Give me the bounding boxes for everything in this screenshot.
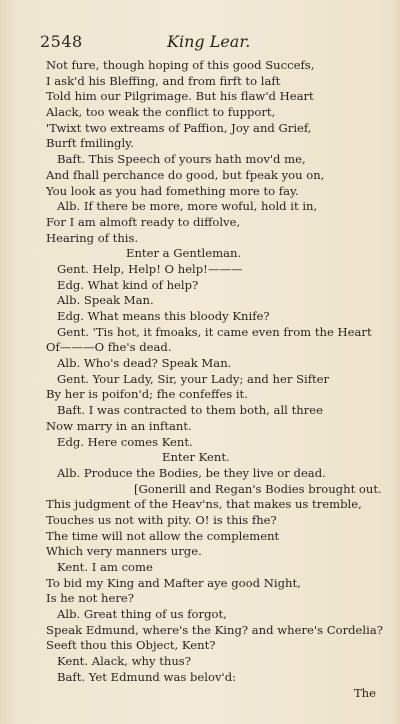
text-line: Alb. Produce the Bodies, be they live or dead.	[57, 465, 326, 480]
text-line: For I am almoft ready to diffolve,	[46, 214, 241, 229]
text-line: Alb. Speak Man.	[57, 293, 154, 308]
text-line: Burft fmilingly.	[46, 136, 134, 151]
text-line: This judgment of the Heav'ns, that makes us tremble,	[46, 497, 362, 512]
running-title: King Lear.	[167, 32, 251, 51]
catchword: The	[353, 686, 376, 700]
text-line: Kent. I am come	[57, 560, 153, 574]
text-line: Baft. This Speech of yours hath mov'd me,	[57, 152, 306, 167]
text-line: I ask'd his Bleffing, and from firft to laft	[46, 73, 281, 88]
page-number: 2548	[40, 32, 83, 51]
text-line: The time will not allow the complement	[46, 528, 280, 543]
text-line: Enter Kent.	[162, 450, 230, 465]
text-line: Alb. If there be more, more woful, hold it in,	[57, 199, 318, 214]
text-line: Is he not here?	[46, 591, 134, 606]
text-line: Edg. What kind of help?	[57, 277, 199, 292]
text-line: Kent. Alack, why thus?	[57, 654, 191, 669]
text-line: Baft. Yet Edmund was belov'd:	[57, 669, 237, 684]
text-line: Speak Edmund, where's the King? and where's Cordelia?	[46, 622, 383, 637]
text-line: Gent. 'Tis hot, it fmoaks, it came even from the Heart	[57, 324, 372, 339]
text-line: Enter a Gentleman.	[126, 246, 242, 261]
text-line: Seeft thou this Object, Kent?	[46, 638, 216, 653]
text-line: Now marry in an inftant.	[46, 418, 192, 433]
text-line: Of———O fhe's dead.	[46, 340, 172, 355]
text-line: Alb. Great thing of us forgot,	[57, 607, 227, 622]
text-line: Not fure, though hoping of this good Succefs,	[46, 58, 315, 72]
text-line: By her is poifon'd; fhe confeffes it.	[46, 387, 248, 402]
text-line: Gent. Your Lady, Sir, your Lady; and her Sifter	[57, 371, 330, 386]
text-line: Touches us not with pity. O! is this fhe?	[46, 512, 277, 527]
text-line: Edg. Here comes Kent.	[57, 434, 193, 449]
text-line: Alb. Who's dead? Speak Man.	[57, 356, 232, 371]
text-line: [Gonerill and Regan's Bodies brought out.	[134, 481, 382, 496]
text-line: Alack, too weak the conflict to fupport,	[46, 105, 276, 120]
text-line: Edg. What means this bloody Knife?	[57, 309, 270, 323]
text-line: 'Twixt two extreams of Paffion, Joy and Grief,	[46, 120, 312, 135]
text-line: Gent. Help, Help! O help!———	[57, 261, 243, 276]
text-line: And fhall perchance do good, but fpeak you on,	[46, 167, 325, 182]
play-text	[46, 58, 383, 686]
page-header	[40, 32, 355, 56]
text-line: Told him our Pilgrimage. But his flaw'd Heart	[46, 89, 314, 104]
text-line: Baft. I was contracted to them both, all three	[57, 403, 323, 418]
text-line: You look as you had fomething more to fay.	[46, 183, 299, 198]
text-line: To bid my King and Mafter aye good Night,	[46, 575, 301, 590]
text-line: Hearing of this.	[46, 230, 139, 245]
text-line: Which very manners urge.	[46, 544, 202, 559]
